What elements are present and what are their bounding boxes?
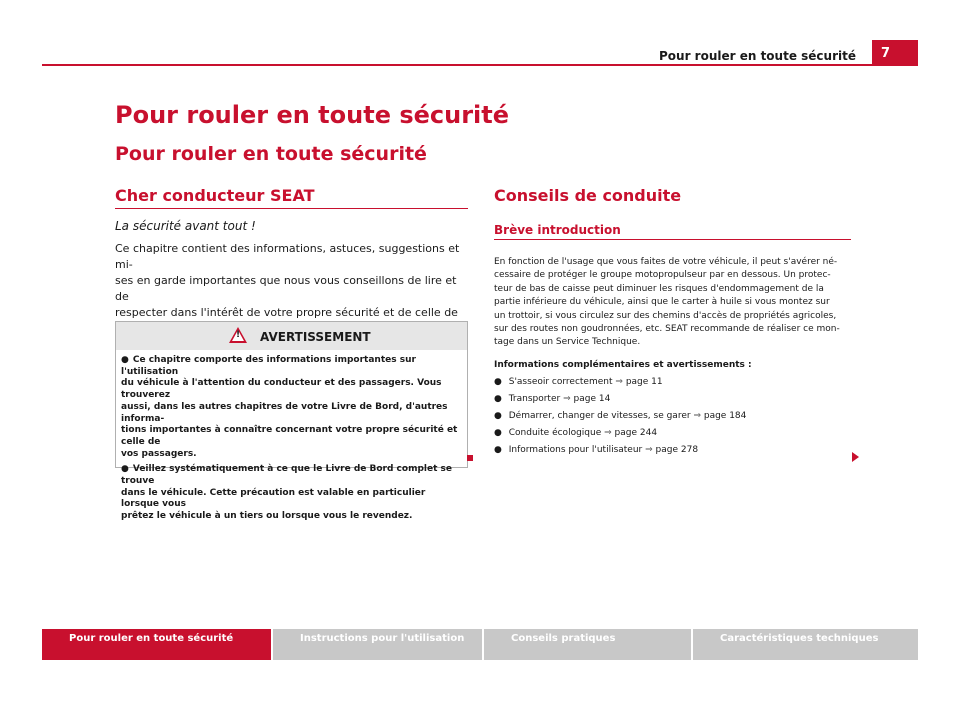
- bullet-icon: ●: [494, 393, 502, 404]
- section-title-conseils: Conseils de conduite: [494, 186, 682, 205]
- intro-line: Ce chapitre contient des informations, astuces, suggestions et mi-: [115, 242, 460, 271]
- list-item-text: S'asseoir correctement: [508, 376, 613, 387]
- warning-line: Veillez systématiquement à ce que le Livre de Bord complet se trouve: [121, 464, 452, 487]
- bullet-icon: ●: [494, 427, 502, 438]
- warning-item: [121, 464, 462, 523]
- warning-header: [116, 322, 467, 350]
- paragraph-line: teur de bas de caisse peut diminuer les risques d'endommagement de la: [494, 283, 824, 294]
- info-heading: Informations complémentaires et avertissements :: [494, 359, 752, 370]
- page-reference-link[interactable]: page 14: [573, 393, 611, 404]
- tab-pour-rouler[interactable]: Pour rouler en toute sécurité: [42, 629, 271, 660]
- warning-body: [116, 350, 467, 523]
- warning-line: vos passagers.: [121, 448, 197, 459]
- warning-item: [121, 355, 462, 460]
- warning-box: [115, 321, 468, 522]
- bullet-icon: ●: [494, 410, 502, 421]
- tab-caracteristiques[interactable]: Caractéristiques techniques: [693, 629, 918, 660]
- page-reference-link[interactable]: page 244: [614, 427, 658, 438]
- list-item: [494, 428, 851, 439]
- chapter-title: Pour rouler en toute sécurité: [115, 101, 510, 129]
- list-item: [494, 377, 851, 388]
- section-tagline: La sécurité avant tout !: [115, 219, 256, 233]
- warning-title: AVERTISSEMENT: [260, 330, 371, 344]
- arrow-right-icon: ⇒: [645, 444, 653, 455]
- paragraph-line: un trottoir, si vous circulez sur des chemins d'accès de propriétés agricoles,: [494, 310, 837, 321]
- paragraph-line: cessaire de protéger le groupe motopropulseur par en dessous. Un protec-: [494, 270, 831, 281]
- list-item-text: Transporter: [508, 393, 561, 404]
- list-item-text: Conduite écologique: [508, 427, 602, 438]
- page-reference-link[interactable]: page 11: [625, 376, 663, 387]
- tab-instructions[interactable]: Instructions pour l'utilisation: [273, 629, 482, 660]
- subsection-title: Brève introduction: [494, 223, 851, 240]
- bullet-icon: ●: [121, 355, 129, 365]
- warning-line: tions importantes à connaître concernant votre propre sécurité et celle de: [121, 425, 458, 447]
- page-reference-link[interactable]: page 278: [655, 444, 699, 455]
- warning-exclamation-glyph: !: [236, 330, 241, 340]
- intro-line: respecter dans l'intérêt de votre propre sécurité et de celle de: [115, 306, 458, 319]
- list-item: [494, 445, 851, 456]
- paragraph-line: sur des routes non goudronnées, etc. SEAT recommande de réaliser ce mon-: [494, 324, 840, 335]
- arrow-right-icon: ⇒: [563, 393, 571, 404]
- list-item: [494, 394, 851, 405]
- bullet-icon: ●: [494, 444, 502, 455]
- continued-arrow-icon: [852, 452, 859, 462]
- intro-paragraph-right: [494, 256, 851, 350]
- warning-line: aussi, dans les autres chapitres de votre Livre de Bord, d'autres informa-: [121, 401, 448, 424]
- bullet-icon: ●: [494, 376, 502, 387]
- page-reference-link[interactable]: page 184: [703, 410, 747, 421]
- intro-line: ses en garde importantes que nous vous conseillons de lire et de: [115, 274, 457, 303]
- paragraph-line: En fonction de l'usage que vous faites de votre véhicule, il peut s'avérer né-: [494, 257, 838, 267]
- list-item-text: Démarrer, changer de vitesses, se garer: [508, 410, 691, 421]
- page-number-badge: 7: [872, 40, 918, 66]
- right-column: [494, 186, 851, 462]
- arrow-right-icon: ⇒: [615, 376, 623, 387]
- paragraph-line: tage dans un Service Technique.: [494, 337, 641, 348]
- arrow-right-icon: ⇒: [693, 410, 701, 421]
- list-item-text: Informations pour l'utilisateur: [508, 444, 643, 455]
- chapter-subtitle: Pour rouler en toute sécurité: [115, 143, 427, 165]
- warning-line: dans le véhicule. Cette précaution est valable en particulier lorsque vous: [121, 487, 426, 510]
- chapter-nav-bar: [42, 629, 918, 660]
- cross-reference-list: [494, 377, 851, 456]
- list-item: [494, 411, 851, 422]
- running-header-title: Pour rouler en toute sécurité: [658, 49, 856, 63]
- paragraph-line: partie inférieure du véhicule, ainsi que le carter à huile si vous montez sur: [494, 297, 830, 308]
- warning-line: prêtez le véhicule à un tiers ou lorsque vous le revendez.: [121, 511, 413, 522]
- warning-line: du véhicule à l'attention du conducteur et des passagers. Vous trouverez: [121, 378, 442, 401]
- warning-line: Ce chapitre comporte des informations importantes sur l'utilisation: [121, 355, 416, 377]
- header-rule: [42, 64, 918, 66]
- section-end-square-icon: [467, 455, 473, 461]
- bullet-icon: ●: [121, 464, 129, 475]
- tab-conseils-pratiques[interactable]: Conseils pratiques: [484, 629, 691, 660]
- arrow-right-icon: ⇒: [604, 427, 612, 438]
- section-title-cher-conducteur: Cher conducteur SEAT: [115, 186, 468, 209]
